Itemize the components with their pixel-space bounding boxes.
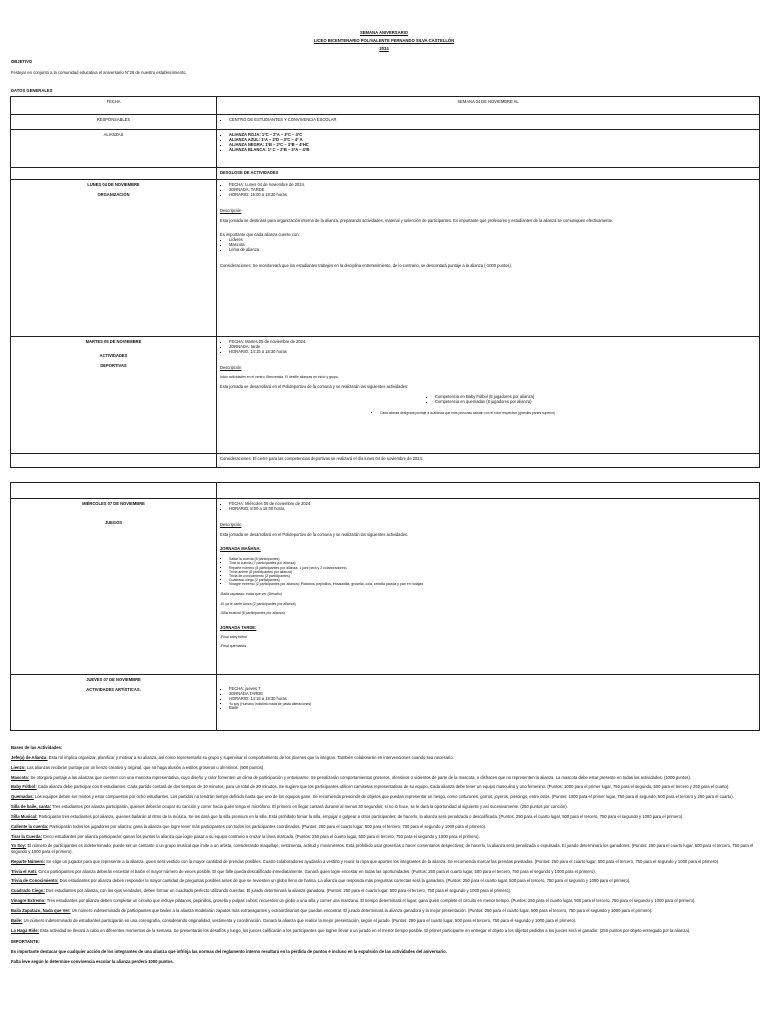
important-line-2: Falta leve según lo determine convivencia escolar la alianza perderá 1000 puntos. xyxy=(11,958,174,964)
desglose-label: DESGLOSE DE ACTIVIDADES xyxy=(217,168,760,180)
bases-item-label: Silla Musical: xyxy=(11,813,38,819)
monday-activity: ORGANIZACIÓN xyxy=(97,192,130,198)
tuesday-info: ▪ JORNADA: tarde xyxy=(229,345,756,350)
bases-item-text: Los equipos deben ser mixtos y estar compuestos por ocho estudiantes. Los partidos no tendrán tiempo definido hasta que uno de los equipos gane. Se recomienda prescindir de objetos que puedan representar un riesgo, como cinturones, gorros, joyeros, piercings, entre otros. (Puntos: 1000 para el primer lugar, 750 para el segundo, 500 para el tercero y 250 para el cuarto). xyxy=(34,794,734,800)
general-label: DATOS GENERALES xyxy=(11,88,53,93)
thursday-info: ▪ JORNADA TARDE xyxy=(229,692,756,697)
responsables-cell xyxy=(217,115,760,130)
morning-item: ▪ Tirar la cuerda (7 participantes por alianza) xyxy=(229,561,756,565)
afternoon-line: -Final quemadas xyxy=(220,644,247,649)
thursday-label xyxy=(11,675,217,731)
bases-item-text: Se elige un jugador para que represente a la alianza, quien será vestido con la mayor cantidad de prendas posibles. Cuatro colaboradores ayudarán a vestirlo y reunir la ropa que aporten los integrantes de la alianza. Se recomienda marcar las prendas prestadas. (Puntos: 250 para el cuarto lugar, 500 para el tercero, 750 para el segundo y 1000 para el primero). xyxy=(46,858,720,864)
tuesday-info: ▪ HORARIO: 14:15 a 18:30 horas xyxy=(229,350,756,355)
monday-cell xyxy=(217,180,760,337)
alianzas-label: ALIANZAS xyxy=(11,130,217,168)
monday-elect-item: ▪ Líderes xyxy=(229,238,756,243)
bases-item-label: Trivia el Anti: xyxy=(11,868,38,874)
bases-item xyxy=(11,908,759,913)
schedule-table-2 xyxy=(10,482,760,731)
wednesday-activity: JUEGOS xyxy=(104,520,123,526)
bases-item-text: Cada alianza debe participar con 8 estudiantes. Cada partido contará de dos tiempos de 10 minutos, para un total de 20 minutos. Se sugiere que los participantes utilicen camisetas representativas de su equipo. Cada alianza debe tener un equipo masculino y uno femenino. (Puntos: 1000 para el primer lugar, 750 para el segundo, 500 para el tercero y 250 para el cuarto). xyxy=(37,784,730,790)
table2-head-empty xyxy=(11,483,217,499)
alianza-item: ▪ ALIANZA NEGRA: 1ºB – 2ºC – 3ºB – 4ºHC xyxy=(229,143,756,148)
morning-item: ▪ Cuadrado ciego (2 participantes) xyxy=(229,578,756,582)
bases-item-label: Silla de baile, canta: xyxy=(11,804,52,810)
header-year: 2024 xyxy=(379,46,389,51)
tuesday-activity: ACTIVIDADES xyxy=(99,353,128,359)
bases-item xyxy=(11,784,759,789)
tuesday-day: MARTES 05 DE NOVIEMBRE xyxy=(85,339,142,344)
wednesday-info: ▪ FECHA: Miércoles 06 de noviembre de 2024. xyxy=(229,502,756,507)
alianza-item: ▪ ALIANZA AZUL: 1ºA – 2ºD – 3ºC – 4º A xyxy=(229,138,756,143)
bases-item-label: Mascota: xyxy=(11,774,30,780)
bases-item-label: Yo Soy: xyxy=(11,843,27,849)
wednesday-extra: -El ya le cante lanza (2 participantes por alianza) xyxy=(220,601,296,606)
bases-title: Bases de las Actividades: xyxy=(11,745,63,750)
bases-item-label: Vinagre Extremo: xyxy=(11,898,46,904)
bases-item-label: La Haga Ride: xyxy=(11,927,39,933)
bases-item-label: Baile: xyxy=(11,917,23,923)
header-title: SEMANA ANIVERSARIO xyxy=(359,30,409,35)
monday-elect-item: ▪ Mascota xyxy=(229,243,756,248)
bases-item-text: Dos estudiantes por alianza, con los ojos vendados, deben formar un cuadrado perfecto utilizando cuerdas. El jurado determinará la alianza ganadora. (Puntos: 250 para el cuarto lugar, 500 para el tercero, 750 para el segundo y 1000 para el primero). xyxy=(45,888,512,894)
schedule-table-1 xyxy=(10,96,760,468)
monday-desc-text: Esta jornada se destinará para organización interna de la alianza, preparando actividades, material y selección de participantes. Es importante que profesores y estudiantes de la alianza se comuniquen efectivamente. xyxy=(220,217,614,223)
header-school: LICEO BICENTENARIO POLIVALENTE FERNANDO SILVA CASTELLÓN xyxy=(313,38,455,43)
desglose-empty xyxy=(11,168,217,180)
afternoon-line: -Final baby fútbol xyxy=(220,634,247,639)
bases-item xyxy=(11,878,759,883)
alianzas-cell xyxy=(217,130,760,168)
bases-item-text: Un número indeterminado de estudiantes participarán en una coreografía, considerando originalidad, vestimenta y coordinación. Ganará la alianza que realice la mejor presentación, según el jurado. (Puntos: 250 para el cuarto lugar, 500 para el tercero, 750 para el segundo y 1000 para el primero). xyxy=(23,917,577,923)
wednesday-cell xyxy=(217,499,760,675)
thursday-activity: ACTIVIDADES ARTÍSTICAS. xyxy=(86,687,141,693)
fecha-label: FECHA xyxy=(11,97,217,115)
thursday-info: ▪ FECHA: jueves 7 xyxy=(229,687,756,692)
bases-item xyxy=(11,918,759,923)
bases-item xyxy=(11,824,759,829)
bases-item-text: Tres estudiantes por alianza participarán, quienes deberán ocupar su canción y correr hacia quién tenga el micrófono. El primero en llegar cantará durante al menos 30 segundos; si no lo hace, se le dará la oportunidad al siguiente y así sucesivamente. (250 puntos por canción). xyxy=(52,804,568,810)
bases-item xyxy=(11,775,759,780)
thursday-cell xyxy=(217,675,760,731)
morning-item: ▪ Vinagre extremo (2 participantes por alianza): Plátanos, pepinillos, ensaladilla, grosella, cola, cebolla picada y pan en rodajas xyxy=(229,582,756,586)
bases-item-label: Trivia de Conocimiento: xyxy=(11,878,59,884)
bases-item-text: Participarán todos los jugadores por alianza: gana la alianza que logre tener más participantes con todos los participantes coordinados. (Puntos: 250 para el cuarto lugar, 500 para el tercero, 750 para el segundo y 1000 para el primero). xyxy=(49,823,487,829)
tuesday-desc-text: Esta jornada se desarrollará en el Polideportivo de la comuna y se realizarán las siguientes actividades: xyxy=(220,384,409,390)
bases-item-text: Esta rol implica organizar, planificar y motivar a su alianza, así como representarla su grupo y supervisar el comportamiento de los jóvenes que la integran. También colaborarán en intervenciones cuando sea necesario. xyxy=(48,754,454,760)
bases-item xyxy=(11,794,759,799)
bases-item-label: Lienzo: xyxy=(11,764,26,770)
tuesday-comp-item: ▪ Competencia en quemadas (8 jugadores por alianza) xyxy=(435,400,756,405)
bases-item xyxy=(11,869,759,874)
bases-item-text: Tres estudiantes por alianza deben completar un circuito que incluye plátanos, pepinillos, grosella y pulpas cubos; recuerden un globo a una silla y comer una manzana. El tiempo determinará el lugar; gana quien complete el circuito en menor tiempo. (Puntos: 250 para el cuarto lugar, 500 para el tercero, 750 para el segundo y 1000 para el primero). xyxy=(46,898,696,904)
bases-item xyxy=(11,898,759,903)
tuesday-desc-label: Descripción xyxy=(220,364,242,370)
bases-item-label: Cuadrado Ciego: xyxy=(11,888,45,894)
bases-item-label: Baby Fútbol: xyxy=(11,784,37,790)
bases-item-text: Las alianzas recibirán puntaje por un lienzo creativo y original, que no haga alusión a estilos groseros u ofensivos. (500 puntos). xyxy=(26,764,265,770)
bases-item xyxy=(11,888,759,893)
tuesday-note: ▪ Cada alianza designará puntaje a la alianza que más personas asistan con el color respectivo (grandes partes superior) xyxy=(380,412,756,416)
bases-item-label: Jefe(a) de Alianza: xyxy=(11,754,48,760)
table2-head-empty-2 xyxy=(217,483,760,499)
tuesday-info: ▪ FECHA: Martes 05 de noviembre de 2024. xyxy=(229,340,756,345)
tuesday-activity-2: DEPORTIVAS xyxy=(100,363,127,369)
wednesday-day: MIÉRCOLES 07 DE NOVIEMBRE xyxy=(82,501,145,506)
tuesday-label xyxy=(11,337,217,454)
fecha-value: SEMANA 04 DE NOVIEMBRE AL xyxy=(217,97,760,115)
wednesday-extra: -Baila zapatazo: nada que ver (Desafío) xyxy=(220,592,282,597)
bases-item-label: Tirar la Cuerda: xyxy=(11,833,42,839)
thursday-info: ▪ Yo soy (Humano Indistinto nada de pasta alteraciones) xyxy=(229,702,756,706)
bases-list xyxy=(11,755,759,933)
bases-item-text: Dos estudiantes por alianza deben responder la mayor cantidad de preguntas posibles antes de que se revienten un globo lleno de harina. La alianza que responda más preguntas correctas será la ganadora. (Puntos: 250 para el cuarto lugar, 500 para el tercero, 750 para el segundo y 1000 para el primero). xyxy=(59,878,631,884)
morning-item: ▪ Trivia de conocimiento (2 participantes) xyxy=(229,574,756,578)
morning-label: JORNADA MAÑANA: xyxy=(220,546,261,552)
monday-consider: Consideraciones: Se monitoreará que los estudiantes trabajen en la disciplina entretenimiento, de lo contrario, se descontará puntaje a la alianza (-1000 puntos). xyxy=(220,262,512,268)
bases-item-text: Se otorgará puntaje a las alianzas que cuenten con una mascota representativa, cuyo diseño y color fomenten un clima de participación y entusiasmo. Se penalizarán comportamientos groseros, ofensivos o violentos de parte de la mascota, o disfraces que no representen la alianza. La mascota debe estar presente en todas las actividades. (1000 puntos). xyxy=(30,774,691,780)
bases-item-text: Un número indeterminado de participantes que bailen a la alianza modelarán zapatos más extravagantes y extraordinarios que puedan encontrar. El jurado determinará la alianza ganadora y la mejor presentación. (Puntos: 250 para el cuarto lugar, 500 para el tercero, 750 para el segundo y 1000 para el primero). xyxy=(71,907,653,913)
bases-item-text: Cinco participantes por alianza deberán encestar el balón el mayor número de veces posible. El que falle queda descalificado inmediatamente. Ganará quien logre encestar en todas las oportunidades. (Puntos: 250 para el cuarto lugar, 500 para el tercero, 750 para el segundo y 1000 para el primero). xyxy=(38,868,596,874)
morning-item: ▪ Reparte número (8 participantes por alianza: 1 juez pera y 2 colaboradores) xyxy=(229,566,756,570)
bases-item xyxy=(11,814,759,819)
bases-item xyxy=(11,834,759,839)
bases-item xyxy=(11,928,759,933)
bases-item xyxy=(11,804,759,809)
important-label: IMPORTANTE: xyxy=(11,939,40,945)
bases-item xyxy=(11,765,759,770)
tuesday-consider-empty xyxy=(11,454,217,468)
objective-label: OBJETIVO xyxy=(11,59,33,64)
monday-info: ▪ HORARIO: 15:00 a 18:30 horas xyxy=(229,193,756,198)
responsables-label: RESPONSABLES xyxy=(11,115,217,130)
tuesday-consider: Consideraciones: El cierre para las competencias deportivas se realizará el día lunes 04 de noviembre de 2024. xyxy=(217,454,760,468)
morning-item: ▪ Trivia anime (8 participantes por alianza) xyxy=(229,570,756,574)
bases-section xyxy=(11,745,759,969)
bases-item-label: Baila Zapatazo, Nada que Ver: xyxy=(11,907,71,913)
wednesday-label xyxy=(11,499,217,675)
bases-item-label: Caliente la cuerda: xyxy=(11,823,49,829)
monday-label xyxy=(11,180,217,337)
monday-info: ▪ FECHA: Lunes 04 de noviembre de 2024. xyxy=(229,183,756,188)
bases-item-label: Quemadas: xyxy=(11,794,34,800)
thursday-day: JUEVES 07 DE NOVIEMBRE xyxy=(86,677,141,682)
bases-item-text: Cinco estudiantes por alianza participarán; ganan los puntos la alianza que logre pasar a su equipo contrario a cruzar la línea marcada. (Puntos: 250 para el cuarto lugar, 500 para el tercero, 750 para el segundo y 1000 para el primero). xyxy=(43,833,480,839)
wednesday-desc-label: Descripción xyxy=(220,521,242,527)
thursday-info: ▪ HORARIO: 14:15 a 18:30 horas xyxy=(229,697,756,702)
tuesday-comp-item: ▪ Competencia en Baby Fútbol (8 jugadores por alianza) xyxy=(435,395,756,400)
tuesday-cell xyxy=(217,337,760,454)
monday-elect-text: Es importante que cada alianza cuente con: xyxy=(220,231,300,237)
thursday-info: ▪ Baile xyxy=(229,706,756,711)
alianza-item: ▪ ALIANZA ROJA: 1ºC – 2ºA – 3ºC – 4ºC xyxy=(229,133,756,138)
wednesday-extra: -Silla musical (8 participantes por alianza) xyxy=(220,611,285,616)
bases-item xyxy=(11,859,759,864)
monday-desc-label: Descripción xyxy=(220,207,242,213)
monday-elect-item: ▪ Lema de alianza xyxy=(229,248,756,253)
monday-day: LUNES 04 DE NOVIEMBRE xyxy=(87,182,140,187)
bases-item-text: Participarán tres estudiantes por alianza, quienes bailarán al ritmo de la música. Se les dará que la silla premium en la silla. Está prohibido tomar la silla, empujar o golpear a otros participantes; de hacerlo, la alianza será penalizada o descalificada. (Puntos: 250 para el cuarto lugar, 500 para el tercero, 750 para el segundo y 1000 para el primero). xyxy=(38,813,684,819)
bases-item-text: El número de participantes es indeterminado; puede ser un cantante o un grupo musical que imite a un artista, considerando maquillaje, vestimenta, actitud y movimientos. Está prohibido usar groserías o hacer comentarios despectivos; de hacerlo, la alianza será penalizada o expulsada. El jurado determinará los ganadores. (Puntos: 250 para el cuarto lugar, 500 para el tercero, 750 para el segundo y 1000 para el primero). xyxy=(11,843,754,854)
bases-item xyxy=(11,755,759,760)
morning-item: ▪ Saltar la cuerda (8 participantes) xyxy=(229,557,756,561)
wednesday-info: ▪ HORARIO: 8:00 a 18:00 horas xyxy=(229,507,756,512)
afternoon-label: JORNADA TARDE: xyxy=(220,624,257,630)
responsables-item: ▪ CENTRO DE ESTUDIANTES Y CONVIVENCIA ESCOLAR xyxy=(229,118,756,123)
objective-text: Festejar en conjunto a la comunidad educativa el aniversario N°28 de nuestro establecimiento. xyxy=(11,70,187,75)
alianza-item: ▪ ALIANZA BLANCA: 1º C – 2ºB – 3ºA – 4ºB xyxy=(229,148,756,153)
bases-item-label: Reparte Número: xyxy=(11,858,45,864)
important-line-1: Es importante destacar que cualquier acción de los integrantes de una alianza que infrinja las normas del reglamento interno resultará en la pérdida de puntos e incluso en la expulsión de las actividades del aniversario. xyxy=(11,948,447,954)
monday-info: ▪ JORNADA: TARDE xyxy=(229,188,756,193)
bases-item-text: Esta actividad se llevará a cabo en diferentes momentos de la semana. Se presentarán los desafíos y luego, los jueces calificarán a los participantes que logren llevar a un jurado en el menor tiempo posible. El primer participante en entregar el objeto a los objetos pedidos a los jueces será el ganador. (250 puntos por objeto entregado por la alianza). xyxy=(40,927,691,933)
tuesday-desc-sub: Inicio actividades en el centro. Bienvenida. El desfile alianzas en inicio y grupo. xyxy=(220,374,339,379)
wednesday-desc-text: Esta jornada se desarrollará en el Polideportivo de la comuna y se realizarán las siguientes actividades. xyxy=(220,531,409,537)
bases-item xyxy=(11,843,759,854)
